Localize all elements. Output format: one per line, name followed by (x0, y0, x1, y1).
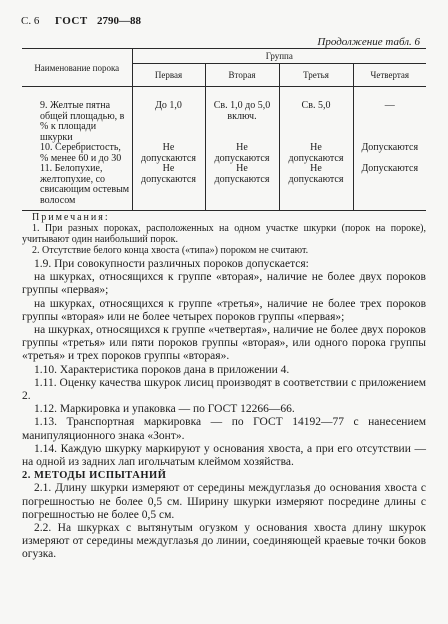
note-item: 2. Отсутствие белого конца хвоста («типа») пороком не считают. (32, 245, 309, 256)
col-header-group: Группа (132, 49, 426, 64)
document-body (22, 258, 426, 562)
paragraph: на шкурках, относящихся к группе «третья», наличие не более трех пороков группы «вторая» или не более четырех пороков группы «первая»; (22, 297, 426, 323)
row-name: 10. Серебристость, % менее 60 и до 30 (40, 142, 122, 164)
paragraph: на шкурках, относящихся к группе «четвертая», наличие не более двух пороков группы «третья» или пяти пороков группы «вторая», или одного порока группы «третья» и трех пороков группы «вторая». (22, 324, 426, 363)
table-row (22, 87, 426, 144)
page-number: С. 6 (21, 15, 40, 27)
paragraph: 2.2. На шкурках с вытянутым огузком у основания хвоста длину шкурок измеряют от середины междуглазья до линии, соединяющей краевые точки боков огузка. (22, 522, 426, 561)
table-cell: Допускаются (353, 164, 426, 211)
paragraph: 1.10. Характеристика пороков дана в приложении 4. (34, 363, 290, 376)
row-name: 11. Белопухие, желтопухие, со свисающим остевым волосом (40, 163, 130, 206)
col-header-group-1: Первая (132, 64, 205, 87)
table-notes (22, 212, 426, 256)
table-cell: До 1,0 (132, 87, 205, 144)
paragraph: на шкурках, относящихся к группе «вторая», наличие не более двух пороков группы «первая»; (22, 271, 426, 297)
gost-label: ГОСТ (55, 15, 88, 27)
row-name: 9. Желтые пятна общей площадью, в % к площади шкурки (40, 100, 125, 143)
standard-number: 2790—88 (97, 15, 141, 27)
notes-title: Примечания: (32, 212, 110, 223)
table-continuation: Продолжение табл. 6 (317, 36, 420, 48)
col-header-group-3: Третья (279, 64, 353, 87)
section-heading: 2. МЕТОДЫ ИСПЫТАНИЙ (22, 470, 167, 482)
paragraph: 2.1. Длину шкурки измеряют от середины междуглазья до основания хвоста с погрешностью не более 0,5 см. Ширину шкурки измеряют посредине длины с погрешностью не более 0,5 см. (22, 482, 426, 521)
table-cell: Не допускаются (205, 164, 279, 211)
table-cell: Не допускаются (132, 164, 205, 211)
col-header-group-2: Вторая (205, 64, 279, 87)
table-cell: Не допускаются (279, 164, 353, 211)
table-row (22, 143, 426, 164)
table-cell: Св. 5,0 (279, 87, 353, 144)
table-row (22, 164, 426, 211)
table-cell: Не допускаются (132, 143, 205, 164)
paragraph: 1.12. Маркировка и упаковка — по ГОСТ 12266—66. (34, 403, 295, 416)
table-cell: Св. 1,0 до 5,0 включ. (205, 87, 279, 144)
paragraph: 1.9. При совокупности различных пороков допускается: (34, 258, 309, 270)
table-cell: Не допускаются (205, 143, 279, 164)
table-cell: Не допускаются (279, 143, 353, 164)
paragraph: 1.14. Каждую шкурку маркируют у основания хвоста, а при его отсутствии — на одной из задних лап игольчатым клеймом хозяйства. (22, 442, 426, 469)
table-cell: — (353, 87, 426, 144)
paragraph: 1.11. Оценку качества шкурок лисиц производят в соответствии с приложением 2. (22, 376, 426, 403)
col-header-name: Наименование порока (22, 49, 132, 87)
table-cell: Допускаются (353, 143, 426, 164)
col-header-group-4: Четвертая (353, 64, 426, 87)
paragraph: 1.13. Транспортная маркировка — по ГОСТ 14192—77 с нанесением манипуляционного знака «Зонт». (22, 416, 426, 442)
note-item: 1. При разных пороках, расположенных на одном участке шкурки (порок на пороке), учитывают один наибольший порок. (22, 223, 426, 245)
defects-table (22, 48, 426, 211)
